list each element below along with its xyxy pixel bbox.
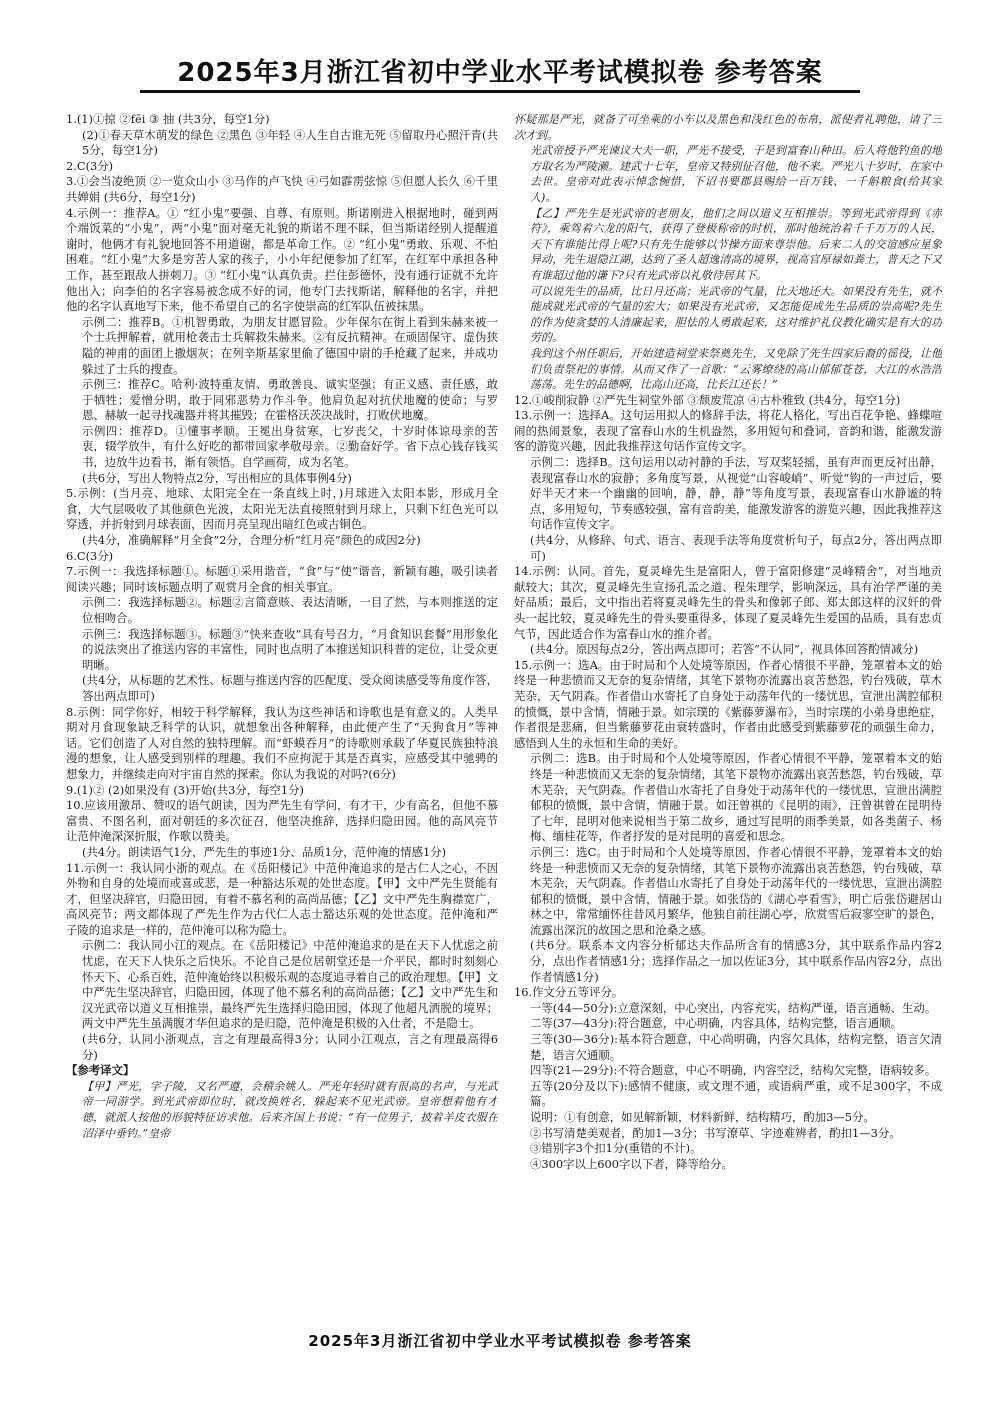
left-column — [66, 112, 498, 1320]
answer-4-example-4: 示例四：推荐D。①懂事孝顺。王冕出身贫寒，七岁丧父，十岁时体谅母亲的苦衷，辍学放牛，有什么好吃的都带回家孝敬母亲。②勤奋好学。省下点心钱存钱买书，边放牛边看书，渐有领悟。自学画荷，成为名笔。 — [82, 423, 498, 470]
answer-2: 2.C(3分) — [66, 158, 114, 173]
translation-heading: 【参考译文】 — [66, 1063, 135, 1078]
answer-1-2: (2)①春天草木萌发的绿色 ②黑色 ③年轻 ④人生自古谁无死 ⑤留取丹心照汗青(共5分，每空1分) — [82, 127, 498, 158]
translation-yi-2: 可以说先生的品质，比日月还高；光武帝的气量，比天地还大。如果没有先生，就不能成就光武帝的气量的宏大；如果没有光武帝，又怎能促成先生品质的崇高呢?先生的作为使贪婪的人清廉起来，胆怯的人勇敢起来，这对维护礼仪教化确实是有大的功劳的。 — [530, 284, 942, 345]
answer-4-example-3: 示例三：推荐C。哈利·波特重友情、勇敢善良、诚实坚强；有正义感、责任感，敢于牺牲；爱憎分明，敢于同邪恶势力作斗争。他肩负起对抗伏地魔的使命；与罗恩、赫敏一起寻找魂器并将其摧毁；在霍格沃茨决战时，打败伏地魔。 — [82, 377, 498, 423]
essay-note-1: 说明：①有创意，如见解新颖，材料新鲜，结构精巧，酌加3—5分。 — [530, 1110, 875, 1124]
answer-4-example-1: 4.示例一：推荐A。① “红小鬼”要强、自尊、有原则。斯诺刚进入根据地时，碰到两个端饭菜的“小鬼”，两“小鬼”面对毫无礼貌的斯诺不理不睬，但当斯诺经别人提醒道谢时，他俩才有礼貌地回答不用道谢，都是革命工作。② “红小鬼”勇敢、乐观、不怕困难。“红小鬼”大多是穷苦人家的孩子，小小年纪便参加了红军，在红军中承担各种工作，甚至跟敌人拼刺刀。③ “红小鬼”认真负责。拦住彭德怀，没有通行证就不允许他出入；向李伯的名字容易被念成不好的词，他专门去找斯诺，解释他的名字，并把他的名字认真地写下来，他不希望自己的名字使崇高的红军队伍被抹黑。 — [66, 205, 498, 314]
translation-yi-3: 我到这个州任职后，开始建造祠堂来祭奠先生，又免除了先生四家后裔的徭役，让他们负责祭祀的事情。从而又作了一首歌：“云雾缭绕的高山郁郁苍苍，大江的水浩浩荡荡。先生的品德啊，比高山还高，比长江还长！” — [530, 346, 942, 392]
translation-continued-2: 光武帝授予严光谏议大夫一职，严光不接受，于是到富春山种田。后人将他钓鱼的地方取名为严陵濑。建武十七年，皇帝又特别征召他，他不来。严光八十岁时，在家中去世。皇帝对此表示悼念惋惜，下诏书要郡县赐给一百万钱、一千斛粮食(给其家人)。 — [530, 144, 942, 204]
answer-13-example-1: 13.示例一：选择A。这句运用拟人的修辞手法，将花人格化，写出百花争艳、蜂蝶喧闹的热闹景象，表现了富春山水的生机盎然，多用短句和叠词，音韵和谐，能激发游客的游览兴趣，因此我推荐这句话作宣传文字。 — [514, 408, 942, 454]
answer-5: 5.示例：(当月亮、地球、太阳完全在一条直线上时，)月球进入太阳本影，形成月全食，大气层吸收了其他颜色光波，太阳光无法直接照射到月球上，只剩下红色光可以穿透，并折射到月球表面，因而月亮呈现出暗红色或古铜色。 — [66, 486, 498, 532]
translation-paragraph-jia: 【甲】严光，字子陵，又名严遵，会稽余姚人。严光年轻时就有很高的名声，与光武帝一同游学。到光武帝即位时，就改换姓名，躲起来不见光武帝。皇帝想着他有才德，就派人按他的形貌特征访求他。后来齐国上书说：“有一位男子，披着羊皮衣服在沼泽中垂钓。”皇帝 — [82, 1079, 498, 1140]
answer-12: 12.①峻削寂静 ②严先生祠堂外部 ③颓废荒凉 ④古朴雅致 (共4分，每空1分) — [514, 392, 901, 407]
answer-10: 10.应该用激昂、赞叹的语气朗读，因为严先生有学问，有才干，少有高名，但他不慕富贵、不图名利，面对朝廷的多次征召，他坚决推辞，选择归隐田园。他的高风亮节让范仲淹深深折服，作歌以赞美。 — [66, 798, 498, 844]
answer-14-scoring: (共4分。原因每点2分，答出两点即可；若答“不认同”，视具体回答酌情减分) — [530, 642, 919, 657]
answer-11-example-2: 示例二：我认同小江的观点。在《岳阳楼记》中范仲淹追求的是在天下人忧虑之前忧虑，在天下人快乐之后快乐。不论自己是位居朝堂还是一介平民，都时时刻刻心怀天下、心系百姓，范仲淹始终以积极乐观的态度追寻着自己的政治理想。【甲】文中严先生坚决辞官，归隐田园，体现了他不慕名利的高尚品德；【乙】文中严先生和汉光武帝以道义互相推崇，最终严先生选择归隐田园，体现了他超凡洒脱的境界；两文中严先生虽满腹才华但追求的是归隐，范仲淹是积极的入仕者，不是隐士。 — [82, 938, 498, 1031]
essay-grade-5: 五等(20分及以下):感情不健康，或文理不通，或语病严重，或不足300字，不成篇。 — [530, 1078, 942, 1109]
essay-note-3: ③错别字3个扣1分(重错的不计)。 — [530, 1141, 702, 1156]
answer-7-example-1: 7.示例一：我选择标题①。标题①采用谐音，“食”与“使”谐音，新颖有趣，吸引读者阅读兴趣；同时该标题点明了观赏月全食的相关事宜。 — [66, 564, 498, 594]
page-footer: 2025年3月浙江省初中学业水平考试模拟卷 参考答案 — [308, 1332, 692, 1350]
essay-note-2: ②书写清楚美观者，酌加1—3分；书写潦草、字迹难辨者，酌扣1—3分。 — [530, 1125, 901, 1140]
answer-6: 6.C(3分) — [66, 548, 114, 563]
answer-15-scoring: (共6分。联系本文内容分析郁达夫作品所含有的情感3分，其中联系作品内容2分，点出作者情感1分；选择作品之一加以佐证3分，其中联系作品内容2分，点出作者情感1分) — [530, 938, 942, 984]
answer-13-example-2: 示例二：选择B。这句运用以动衬静的手法，写双桨轻摇，虽有声而更反衬出静，表现富春山水的寂静；多角度写景，从视觉“山容峻峭”、听觉“钩的一声过后，要好半天才来一个幽幽的回响，静，静，静”等角度写景，表现富春山水静谧的特点，多用短句，节奏感较强，富有音韵美，能激发游客的游览兴趣，因此我推荐这句话作宣传文字。 — [530, 455, 942, 532]
answer-15-example-1: 15.示例一：选A。由于时局和个人处境等原因，作者心情很不平静，笼罩着本文的始终是一种悲愤而又无奈的复杂情绪，其笔下景物亦流露出哀苦愁怨，钓台残破，草木芜杂，天气阴森。作者借山水寄托了自身处于动荡年代的一缕忧思，宣泄出满腔郁积的愤慨，景中含情，情融于景。如宗璞的《紫藤萝瀑布》，当时宗璞的小弟身患绝症，作者很是悲痛，但当紫藤萝花由衰转盛时，作者由此感受到紫藤萝花的顽强生命力，感悟到人生的永恒和生命的美好。 — [514, 657, 942, 750]
translation-yi-1: 【乙】严先生是光武帝的老朋友，他们之间以道义互相推崇。等到光武帝得到《赤符》，乘驾着六龙的阳气，获得了登极称帝的时机，那时他统治着千千万万的人民，天下有谁能比得上呢?只有先生能够以节操方面来尊崇他。后来二人的交谊感应星象异动，先生退隐江湖，达到了圣人超逸清高的境界，视高官厚禄如粪土，普天之下又有谁超过他的谦下?只有光武帝以礼敬待居其下。 — [530, 206, 942, 282]
answer-7-scoring: (共4分，从标题的艺术性、标题与推送内容的匹配度、受众阅读感受等角度作答，答出两点即可) — [82, 673, 498, 703]
answer-7-example-3: 示例三：我选择标题③。标题③“快来查收”具有号召力，“月食知识套餐”用形象化的说法突出了推送内容的丰富性，同时也点明了本推送知识科普的定位，让受众更明晰。 — [82, 626, 498, 672]
answer-13-scoring: (共4分，从修辞、句式、语言、表现手法等角度赏析句子，每点2分，答出两点即可) — [530, 533, 942, 563]
answer-11-example-1: 11.示例一：我认同小浙的观点。在《岳阳楼记》中范仲淹追求的是古仁人之心，不因外物和自身的处境而或喜或悲，是一种豁达乐观的处世态度。【甲】文中严先生贤能有才，但坚决辞官，归隐田园，有着不慕名利的高尚品德；【乙】文中严先生胸襟宽广，高风亮节；两文都体现了严先生作为古代仁人志士豁达乐观的处世态度。范仲淹和严子陵的追求是一样的，范仲淹可以称为隐士。 — [66, 860, 498, 937]
translation-continued-1: 怀疑那是严光，就备了可坐乘的小车以及黑色和浅红色的布帛，派使者礼聘他，请了三次才到。 — [514, 113, 942, 142]
answer-1-1: 1.(1)①掠 ②fēi ③ 抽 (共3分，每空1分) — [66, 112, 270, 126]
answer-14: 14.示例：认同。首先，夏灵峰先生是富阳人，曾于富阳修建“灵峰精舍”，对当地贡献较大；其次，夏灵峰先生宣扬孔孟之道、程朱理学，影响深远，具有治学严谨的美好品质；最后，文中指出若将夏灵峰先生的骨头和像郭子郎、郑太郎这样的汉奸的骨头一起比较，夏灵峰先生的骨头要重得多，体现了夏灵峰先生爱国的品质，具有忠贞气节，因此适合作为富春山水的推介者。 — [514, 564, 942, 641]
essay-grade-3: 三等(30—36分):基本符合题意，中心尚明确，内容欠具体，结构完整，语言欠清楚，语言欠通顺。 — [530, 1032, 942, 1062]
answer-3: 3.①会当凌绝顶 ②一览众山小 ③马作的卢飞快 ④弓如霹雳弦惊 ⑤但愿人长久 ⑥千里共婵娟 (共6分，每空1分) — [66, 174, 498, 204]
answer-4-example-2: 示例二：推荐B。①机智勇敢，为朋友甘愿冒险。少年保尔在街上看到朱赫来被一个士兵押解着，就用枪袭击士兵解救朱赫来。②有反抗精神。在顽固保守、虚伪狭隘的神甫的面团上撒烟灰；在列辛斯基家里偷了德国中尉的手枪藏了起来，并成功躲过了士兵的搜查。 — [82, 314, 498, 376]
answer-11-scoring: (共6分，认同小浙观点，言之有理最高得3分；认同小江观点，言之有理最高得6分) — [82, 1032, 498, 1062]
answer-16: 16.作文分五等评分。 — [514, 985, 624, 1000]
title-underline — [140, 90, 860, 93]
page-title: 2025年3月浙江省初中学业水平考试模拟卷 参考答案 — [177, 58, 823, 88]
answer-10-scoring: (共4分。朗读语气1分，严先生的事迹1分、品质1分，范仲淹的情感1分) — [82, 844, 447, 859]
answer-5-scoring: (共4分，准确解释“月全食”2分，合理分析“红月亮”颜色的成因2分) — [82, 533, 421, 548]
right-column — [514, 112, 942, 1320]
answer-15-example-2: 示例二：选B。由于时局和个人处境等原因，作者心情很不平静，笼罩着本文的始终是一种悲愤而又无奈的复杂情绪，其笔下景物亦流露出哀苦愁怨，钓台残破，草木芜杂，天气阴森。作者借山水寄托了自身处于动荡年代的一缕忧思，宣泄出满腔郁积的愤慨，景中含情，情融于景。如汪曾祺的《昆明的雨》，汪曾祺曾在昆明待了七年，昆明对他来说相当于第二故乡，通过写昆明的雨季美景，如各类菌子、杨梅、缅桂花等，作者抒发的是对昆明的喜爱和思念。 — [530, 751, 942, 844]
answer-4-scoring: (共6分，写出人物特点2分，写出相应的具体事例4分) — [82, 470, 352, 485]
essay-grade-1: 一等(44—50分):立意深刻，中心突出，内容充实，结构严谨，语言通畅、生动。 — [530, 1000, 937, 1015]
answer-7-example-2: 示例二：我选择标题②。标题②言简意赅、表达清晰，一目了然，与本则推送的定位相吻合。 — [82, 595, 498, 625]
essay-grade-4: 四等(21—29分):不符合题意，中心不明确，内容空泛，结构欠完整，语病较多。 — [530, 1063, 937, 1078]
answer-8: 8.示例：同学你好，相较于科学解释，我认为这些神话和诗歌也是有意义的。人类早期对月食现象缺乏科学的认识，就想象出各种解释，由此便产生了“天狗食月”等神话。它们创造了人对自然的独特理解。而“虾蟆吞月”的诗歌则承载了华夏民族独特浪漫的想象，让人感受到别样的理趣。我们不应拘泥于其是否真实，应感受其中驰骋的想象力，并继续走向对宇宙自然的探索。你认为我说的对吗?(6分) — [66, 704, 498, 781]
answer-9: 9.(1)② (2)如果没有 (3)开始(共3分，每空1分) — [66, 782, 304, 797]
essay-note-4: ④300字以上600字以下者，降等给分。 — [530, 1156, 733, 1171]
essay-grade-2: 二等(37—43分):符合题意，中心明确，内容具体，结构完整，语言通顺。 — [530, 1016, 903, 1031]
answer-15-example-3: 示例三：选C。由于时局和个人处境等原因，作者心情很不平静，笼罩着本文的始终是一种悲愤而又无奈的复杂情绪，其笔下景物亦流露出哀苦愁怨，钓台残破，草木芜杂，天气阴森。作者借山水寄托了自身处于动荡年代的一缕忧思，宣泄出满腔郁积的愤慨，景中含情，情融于景。如张岱的《湖心亭看雪》，明亡后张岱避居山林之中，常常缅怀往昔风月繁华，他独自前往湖心亭，欣赏雪后寂寥空旷的景色，流露出深沉的故国之思和沧桑之感。 — [530, 844, 942, 937]
